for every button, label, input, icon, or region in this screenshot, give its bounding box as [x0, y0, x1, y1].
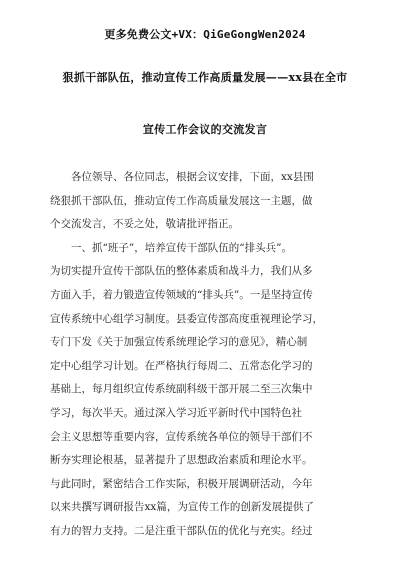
body-line: 会主义思想等重要内容，宣传系统各单位的领导干部们不	[50, 430, 313, 443]
body-line: 各位领导、各位同志，根据会议安排，下面，xx县围	[71, 171, 314, 183]
document-title-line-1: 狠抓干部队伍，推动宣传工作高质量发展——xx县在全市	[62, 71, 348, 84]
body-line: 基础上，每月组织宣传系统副科级干部开展二至三次集中	[50, 383, 313, 396]
body-line: 方面入手，着力锻造宣传领域的“排头兵”。一是坚持宣传	[50, 288, 313, 301]
body-line: 以来共撰写调研报告xx篇，为宣传工作的创新发展提供了	[50, 501, 314, 514]
body-line: 定中心组学习计划。在严格执行每周二、五常态化学习的	[50, 359, 313, 372]
body-line: 专门下发《关于加强宣传系统理论学习的意见》，精心制	[50, 336, 308, 349]
document-title-line-2: 宣传工作会议的交流发言	[142, 123, 268, 136]
body-line: 与此同时，紧密结合工作实际，积极开展调研活动，今年	[50, 477, 313, 490]
body-line: 为切实提升宣传干部队伍的整体素质和战斗力，我们从多	[50, 265, 313, 278]
promo-banner: 更多免费公文+VX：QiGeGongWen2024	[104, 28, 306, 41]
body-line: 绕狠抓干部队伍，推动宣传工作高质量发展这一主题，做	[50, 194, 313, 207]
body-line: 断夯实理论根基，显著提升了思想政治素质和理论水平。	[50, 454, 313, 467]
body-line: 学习，每次半天。通过深入学习近平新时代中国特色社	[50, 406, 302, 419]
body-line: 个交流发言，不妥之处，敬请批评指正。	[50, 218, 239, 231]
body-line: 有力的智力支持。二是注重干部队伍的优化与充实。经过	[50, 524, 313, 537]
body-line: 宣传系统中心组学习制度。县委宣传部高度重视理论学习，	[50, 312, 323, 325]
body-line: 一、抓“班子”，培养宣传干部队伍的“排头兵”。	[71, 241, 292, 254]
document-body	[50, 166, 362, 544]
